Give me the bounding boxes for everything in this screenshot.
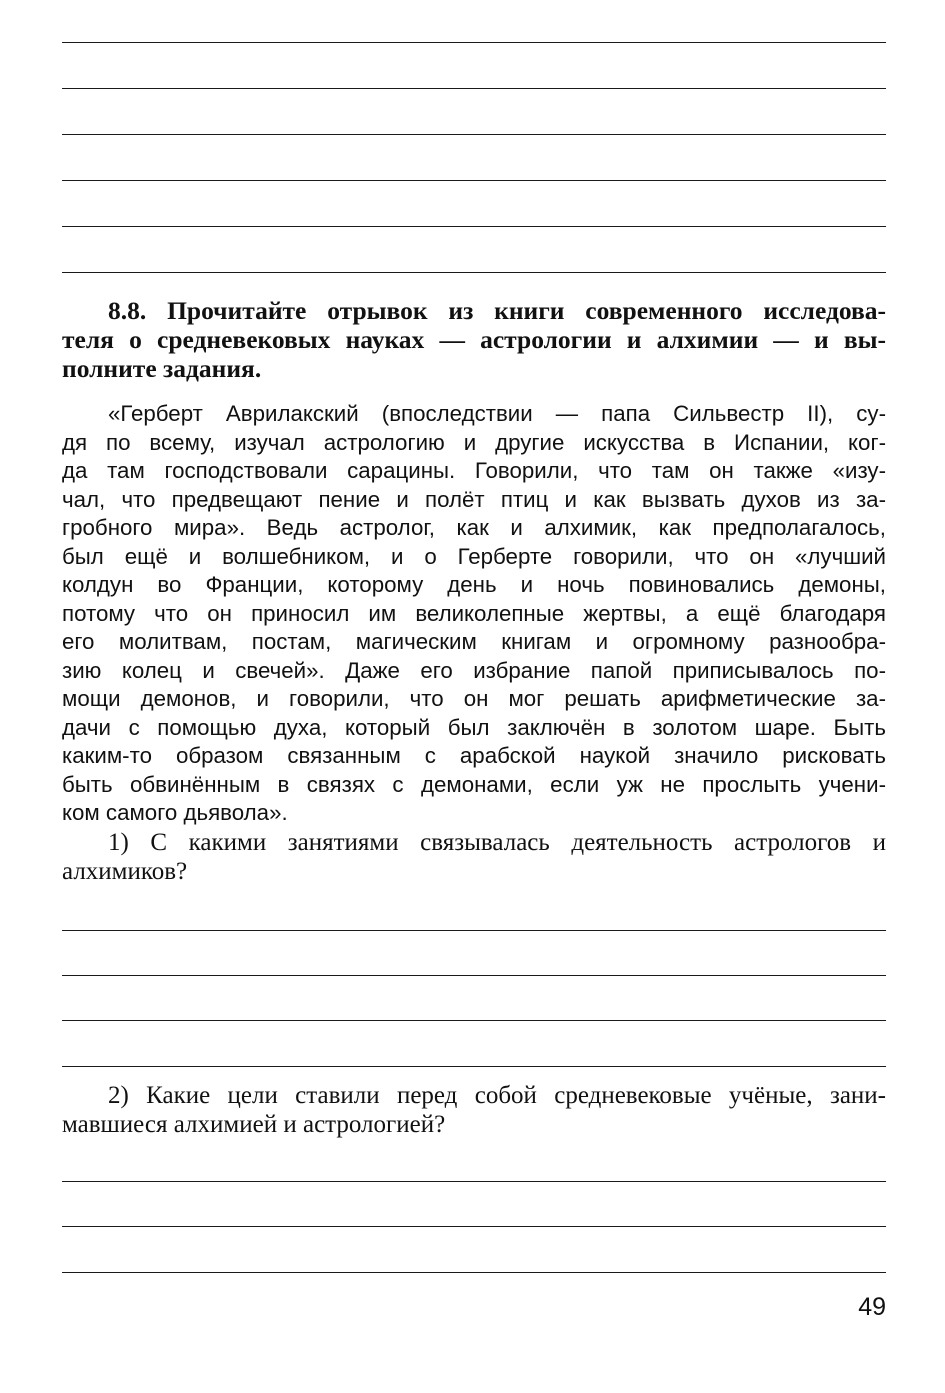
question-2 [62, 1081, 886, 1139]
question-line: 2) Какие цели ставили перед собой средневековые учёные, зани- [108, 1082, 886, 1109]
passage-line: дя по всему, изучал астрологию и другие искусства в Испании, ког- [62, 429, 886, 455]
question-line: мавшиеся алхимией и астрологией? [62, 1111, 446, 1138]
reading-passage [62, 400, 886, 828]
question-1 [62, 828, 886, 886]
passage-line: потому что он приносил им великолепные жертвы, а ещё благодаря [62, 600, 886, 626]
passage-line: да там господствовали сарацины. Говорили, что там он также «изу- [62, 458, 886, 483]
answer-line[interactable] [62, 88, 886, 89]
task-heading-line: 8.8. Прочитайте отрывок из книги современного исследова- [108, 296, 886, 325]
passage-line: колдун во Франции, которому день и ночь повиновались демоны, [62, 572, 886, 597]
passage-line: был ещё и волшебником, и о Герберте говорили, что он «лучший [62, 543, 886, 569]
passage-line: гробного мира». Ведь астролог, как и алхимик, как предполагалось, [62, 515, 886, 540]
answer-line[interactable] [62, 1020, 886, 1021]
passage-line: «Герберт Аврилакский (впоследствии — папа Сильвестр II), су- [108, 401, 886, 426]
passage-line: его молитвам, постам, магическим книгам и огромному разнообра- [62, 629, 886, 654]
task-heading-line: теля о средневековых науках — астрологии и алхимии — и вы- [62, 325, 886, 354]
task-heading [62, 296, 886, 383]
passage-line: ком самого дьявола». [62, 800, 288, 825]
passage-line: мощи демонов, и говорили, что он мог решать арифметические за- [62, 686, 886, 711]
answer-line[interactable] [62, 134, 886, 135]
answer-line[interactable] [62, 1066, 886, 1067]
question-line: 1) С какими занятиями связывалась деятельность астрологов и [108, 829, 886, 856]
answer-line[interactable] [62, 272, 886, 273]
answer-line[interactable] [62, 1272, 886, 1273]
passage-line: чал, что предвещают пение и полёт птиц и как вызвать духов из за- [62, 486, 886, 512]
answer-line[interactable] [62, 42, 886, 43]
passage-line: каким-то образом связанным с арабской наукой значило рисковать [62, 743, 886, 768]
answer-line[interactable] [62, 1181, 886, 1182]
answer-line[interactable] [62, 1226, 886, 1227]
answer-line[interactable] [62, 930, 886, 931]
passage-line: быть обвинённым в связях с демонами, если уж не прослыть учени- [62, 771, 886, 797]
question-line: алхимиков? [62, 858, 188, 885]
page-number: 49 [858, 1293, 886, 1321]
answer-line[interactable] [62, 226, 886, 227]
answer-line[interactable] [62, 180, 886, 181]
answer-line[interactable] [62, 975, 886, 976]
task-heading-line: полните задания. [62, 354, 262, 383]
passage-line: дачи с помощью духа, который был заключён в золотом шаре. Быть [62, 714, 886, 740]
passage-line: зию колец и свечей». Даже его избрание папой приписывалось по- [62, 657, 886, 683]
